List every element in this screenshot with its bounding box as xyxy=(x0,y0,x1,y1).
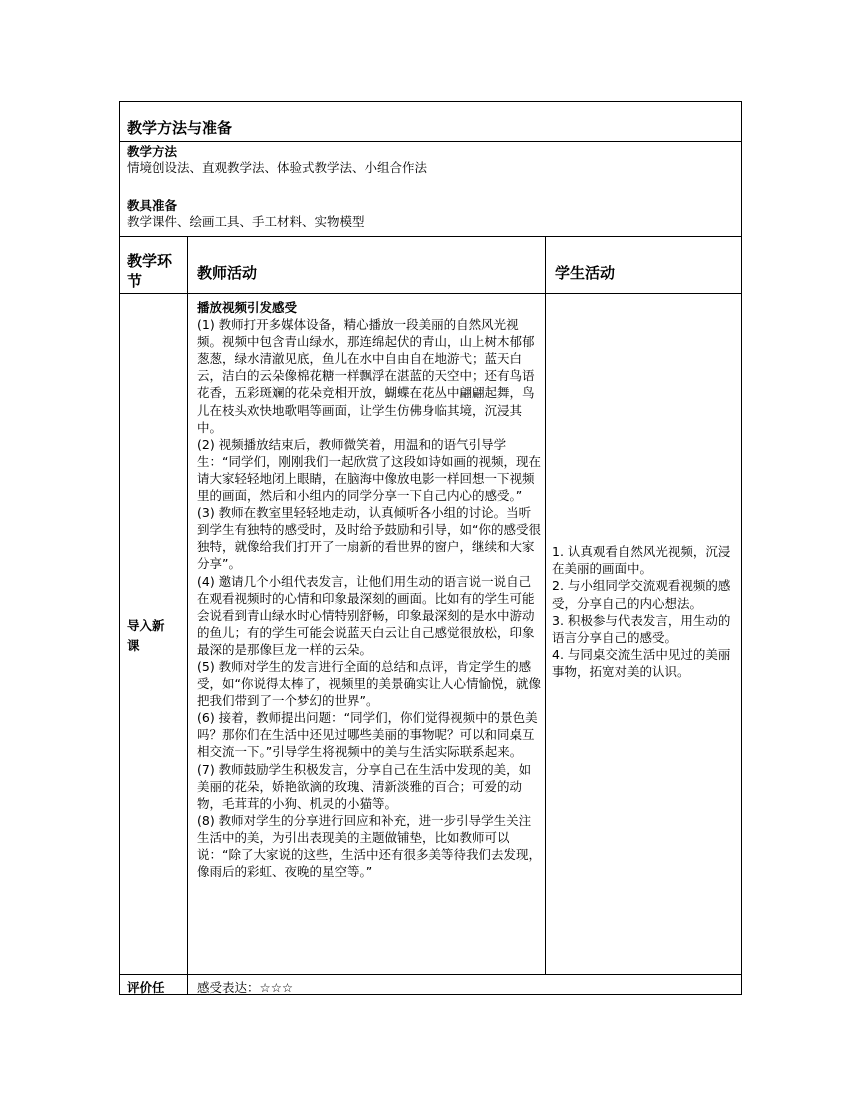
divider xyxy=(120,974,741,975)
lesson-stage xyxy=(127,616,165,656)
divider xyxy=(120,141,741,142)
teacher-step: (4) 邀请几个小组代表发言，让他们用生动的语言说一说自己在观看视频时的心情和印象最深刻的画面。比如有的学生可能会说看到青山绿水时心情特别舒畅，印象最深刻的是水中游动的鱼儿；有的学生可能会说蓝天白云让自己感觉很放松，印象最深的是那像巨龙一样的云朵。 xyxy=(197,573,535,657)
teacher-step: (7) 教师鼓励学生积极发言，分享自己在生活中发现的美，如美丽的花朵，娇艳欲滴的玫瑰、清新淡雅的百合；可爱的动物，毛茸茸的小狗、机灵的小猫等。 xyxy=(197,761,532,811)
section-title: 教学方法与准备 xyxy=(127,119,233,137)
header-stage-line1: 教学环 xyxy=(127,252,173,270)
eval-text: 感受表达：☆☆☆ xyxy=(197,980,294,995)
teacher-step: (3) 教师在教室里轻轻地走动，认真倾听各小组的讨论。当听到学生有独特的感受时，及时给予鼓励和引导，如“你的感受很独特，就像给我们打开了一扇新的看世界的窗户，继续和大家分享”。 xyxy=(197,505,541,572)
header-stage xyxy=(127,251,172,291)
methods-heading: 教学方法 xyxy=(127,144,178,159)
column-divider xyxy=(545,236,546,975)
lesson-stage-line1: 导入新 xyxy=(127,618,165,633)
tools-heading: 教具准备 xyxy=(127,198,178,213)
header-student: 学生活动 xyxy=(555,264,616,282)
header-teacher: 教师活动 xyxy=(197,264,258,282)
teacher-step: (5) 教师对学生的发言进行全面的总结和点评，肯定学生的感受，如“你说得太棒了，视频里的美景确实让人心情愉悦，就像把我们带到了一个梦幻的世界”。 xyxy=(197,658,541,709)
column-divider xyxy=(187,236,188,995)
divider xyxy=(120,236,741,237)
student-item: 4. 与同桌交流生活中见过的美丽事物，拓宽对美的认识。 xyxy=(552,647,731,680)
lesson-plan-table xyxy=(119,101,742,995)
teacher-step: (1) 教师打开多媒体设备，精心播放一段美丽的自然风光视频。视频中包含青山绿水，那连绵起伏的青山，山上树木郁郁葱葱，绿水清澈见底，鱼儿在水中自由自在地游弋；蓝天白云，洁白的云朵像棉花糖一样飘浮在湛蓝的天空中；还有鸟语花香，五彩斑斓的花朵竞相开放，蝴蝶在花丛中翩翩起舞，鸟儿在枝头欢快地歌唱等画面，让学生仿佛身临其境，沉浸其中。 xyxy=(197,317,535,435)
student-activity xyxy=(552,543,734,681)
teacher-activity-title: 播放视频引发感受 xyxy=(197,300,298,315)
student-item: 2. 与小组同学交流观看视频的感受，分享自己的内心想法。 xyxy=(552,578,731,611)
tools-text: 教学课件、绘画工具、手工材料、实物模型 xyxy=(127,214,365,229)
student-item: 1. 认真观看自然风光视频，沉浸在美丽的画面中。 xyxy=(552,544,731,577)
tools-block xyxy=(127,198,365,230)
eval-label: 评价任 xyxy=(127,980,165,995)
teacher-activity xyxy=(197,299,542,880)
divider xyxy=(120,293,741,294)
teacher-step: (6) 接着，教师提出问题：“同学们，你们觉得视频中的景色美吗？那你们在生活中还见过哪些美丽的事物呢？可以和同桌互相交流一下。”引导学生将视频中的美与生活实际联系起来。 xyxy=(197,710,538,760)
student-item: 3. 积极参与代表发言，用生动的语言分享自己的感受。 xyxy=(552,612,731,646)
teacher-step: (2) 视频播放结束后，教师微笑着，用温和的语气引导学生：“同学们，刚刚我们一起欣赏了这段如诗如画的视频，现在请大家轻轻地闭上眼睛，在脑海中像放电影一样回想一下视频里的画面，然后和小组内的同学分享一下自己内心的感受。” xyxy=(197,436,541,504)
methods-block xyxy=(127,144,427,176)
lesson-stage-line2: 课 xyxy=(127,638,140,653)
methods-text: 情境创设法、直观教学法、体验式教学法、小组合作法 xyxy=(127,160,428,175)
teacher-step: (8) 教师对学生的分享进行回应和补充，进一步引导学生关注生活中的美，为引出表现美的主题做铺垫，比如教师可以说：“除了大家说的这些，生活中还有很多美等待我们去发现，像雨后的彩虹、夜晚的星空等。” xyxy=(197,812,541,880)
header-stage-line2: 节 xyxy=(127,272,143,290)
